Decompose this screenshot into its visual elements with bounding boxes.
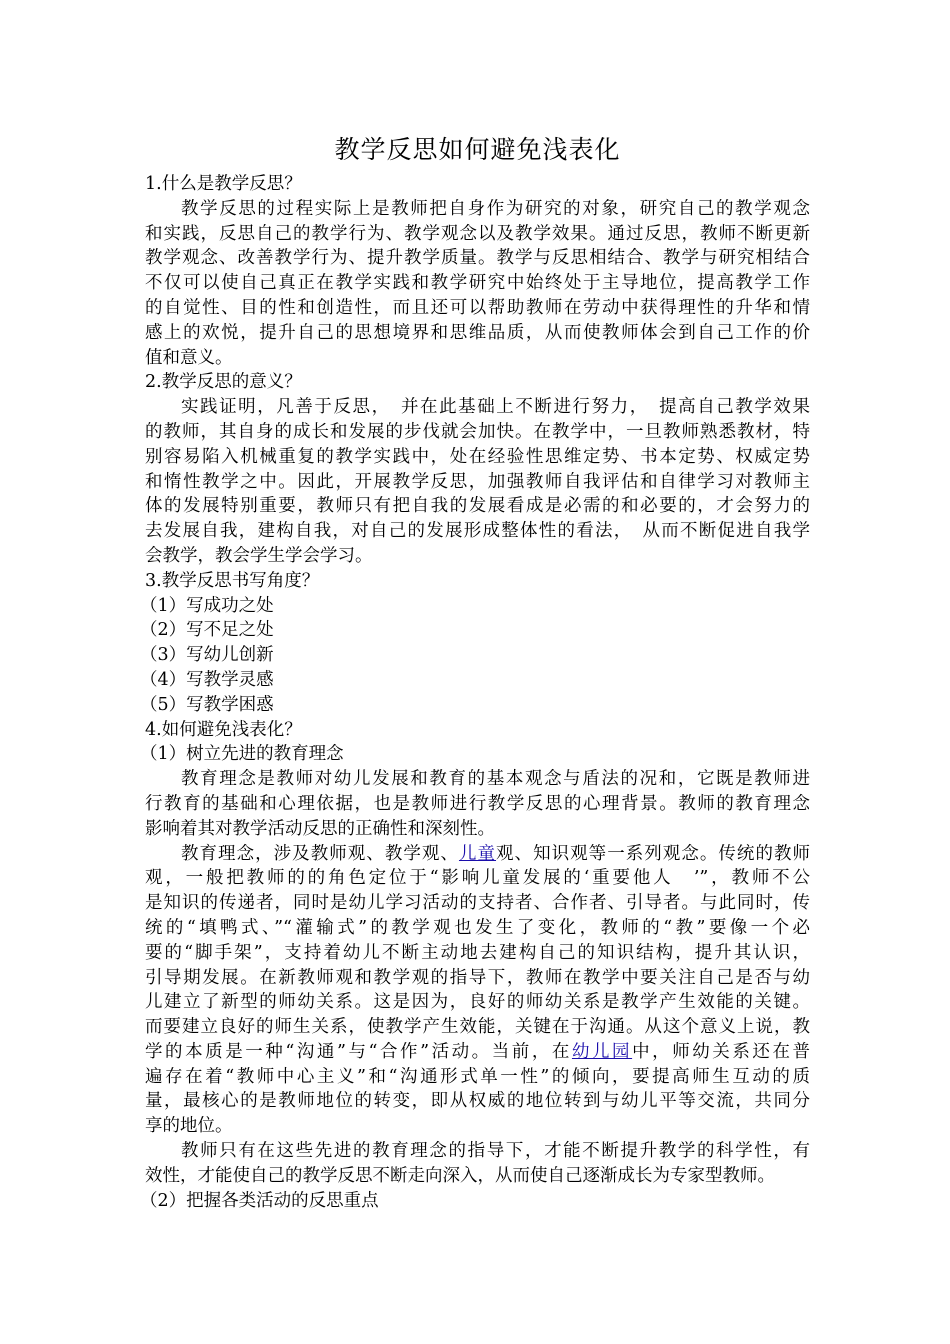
section-4-heading: 4.如何避免浅表化？ [145,719,302,740]
list-item: （5）写教学困惑 [140,694,274,715]
paragraph-line: 效性，才能使自己的教学反思不断走向深入，从而使自己逐渐成长为专家型教师。 [145,1165,775,1186]
paragraph-line: 要的“脚手架”，支持着幼儿不断主动地去建构自己的知识结构，提升其认识， [145,942,810,963]
list-item: （4）写教学灵感 [140,669,274,690]
list-item: （1）写成功之处 [140,595,274,616]
text-segment: 学的本质是一种“沟通”与“合作”活动。当前，在 [145,1041,572,1062]
section-2-heading: 2.教学反思的意义？ [145,372,302,393]
link-kindergarten[interactable]: 幼儿园 [571,1041,633,1062]
text-segment: 观、知识观等一系列观念。传统的教师 [496,843,811,864]
paragraph-line: 儿建立了新型的师幼关系。这是因为，良好的师幼关系是教学产生效能的关键。 [145,992,810,1013]
paragraph-line: 去发展自我，建构自我，对自己的发展形成整体性的看法， 从而不断促进自我学 [145,521,810,542]
paragraph-line: 影响着其对教学活动反思的正确性和深刻性。 [145,818,495,839]
list-item: （3）写幼儿创新 [140,645,274,666]
paragraph-line: 而要建立良好的师生关系，使教学产生效能，关键在于沟通。从这个意义上说，教 [145,1017,810,1038]
subsection-heading: （2）把握各类活动的反思重点 [140,1190,379,1211]
paragraph-line: 教学观念、改善教学行为、提升教学质量。教学与反思相结合、教学与研究相结合 [145,248,810,269]
paragraph-line: 教师只有在这些先进的教育理念的指导下，才能不断提升教学的科学性，有 [181,1141,810,1162]
paragraph-line: 不仅可以使自己真正在教学实践和教学研究中始终处于主导地位，提高教学工作 [145,273,810,294]
link-children[interactable]: 儿童 [458,843,497,864]
paragraph-line [145,842,810,867]
paragraph-line: 量，最核心的是教师地位的转变，即从权威的地位转到与幼儿平等交流，共同分 [145,1091,810,1112]
paragraph-line: 别容易陷入机械重复的教学实践中，处在经验性思维定势、书本定势、权威定势 [145,446,810,467]
text-segment: 中，师幼关系还在普 [632,1041,810,1062]
paragraph-line: 感上的欢悦，提升自己的思想境界和思维品质，从而使教师体会到自己工作的价 [145,322,810,343]
paragraph-line: 值和意义。 [145,347,233,368]
document-page [140,130,811,1213]
paragraph-line: 和惰性教学之中。因此，开展教学反思，加强教师自我评估和自律学习对教师主 [145,471,810,492]
paragraph-line: 教育理念是教师对幼儿发展和教育的基本观念与盾法的况和，它既是教师进 [181,769,810,790]
paragraph-line: 引导期发展。在新教师观和教学观的指导下，教师在教学中要关注自己是否与幼 [145,967,810,988]
paragraph-line: 体的发展特别重要，教师只有把自我的发展看成是必需的和必要的，才会努力的 [145,496,810,517]
section-3-heading: 3.教学反思书写角度？ [145,570,320,591]
subsection-heading: （1）树立先进的教育理念 [140,744,344,765]
paragraph-line: 观，一般把教师的的角色定位于“影响儿童发展的‘重要他人 ’”，教师不公 [145,868,810,889]
paragraph-line: 享的地位。 [145,1116,233,1137]
section-1-heading: 1.什么是教学反思？ [145,174,302,194]
paragraph-line: 行教育的基础和心理依据，也是教师进行教学反思的心理背景。教师的教育理念 [145,793,810,814]
list-item: （2）写不足之处 [140,620,274,641]
paragraph-line [145,1040,810,1065]
paragraph-line: 的自觉性、目的性和创造性，而且还可以帮助教师在劳动中获得理性的升华和情 [145,297,810,318]
paragraph-line: 教学反思的过程实际上是教师把自身作为研究的对象，研究自己的教学观念 [181,198,810,219]
paragraph-line: 统的“填鸭式、”“灌输式”的教学观也发生了变化，教师的“教”要像一个必 [145,917,810,938]
paragraph-line: 会教学，教会学生学会学习。 [145,545,373,566]
paragraph-line: 实践证明，凡善于反思， 并在此基础上不断进行努力， 提高自己教学效果 [181,397,810,418]
text-segment: 教育理念，涉及教师观、教学观、 [181,843,459,864]
paragraph-line: 遍存在着“教师中心主义”和“沟通形式单一性”的倾向，要提高师生互动的质 [145,1066,810,1087]
paragraph-line: 和实践，反思自己的教学行为、教学观念以及教学效果。通过反思，教师不断更新 [145,223,810,244]
paragraph-line: 是知识的传递者，同时是幼儿学习活动的支持者、合作者、引导者。与此同时，传 [145,893,810,914]
document-title: 教学反思如何避免浅表化 [334,135,621,164]
paragraph-line: 的教师，其自身的成长和发展的步伐就会加快。在教学中，一旦教师熟悉教材，特 [145,421,810,442]
